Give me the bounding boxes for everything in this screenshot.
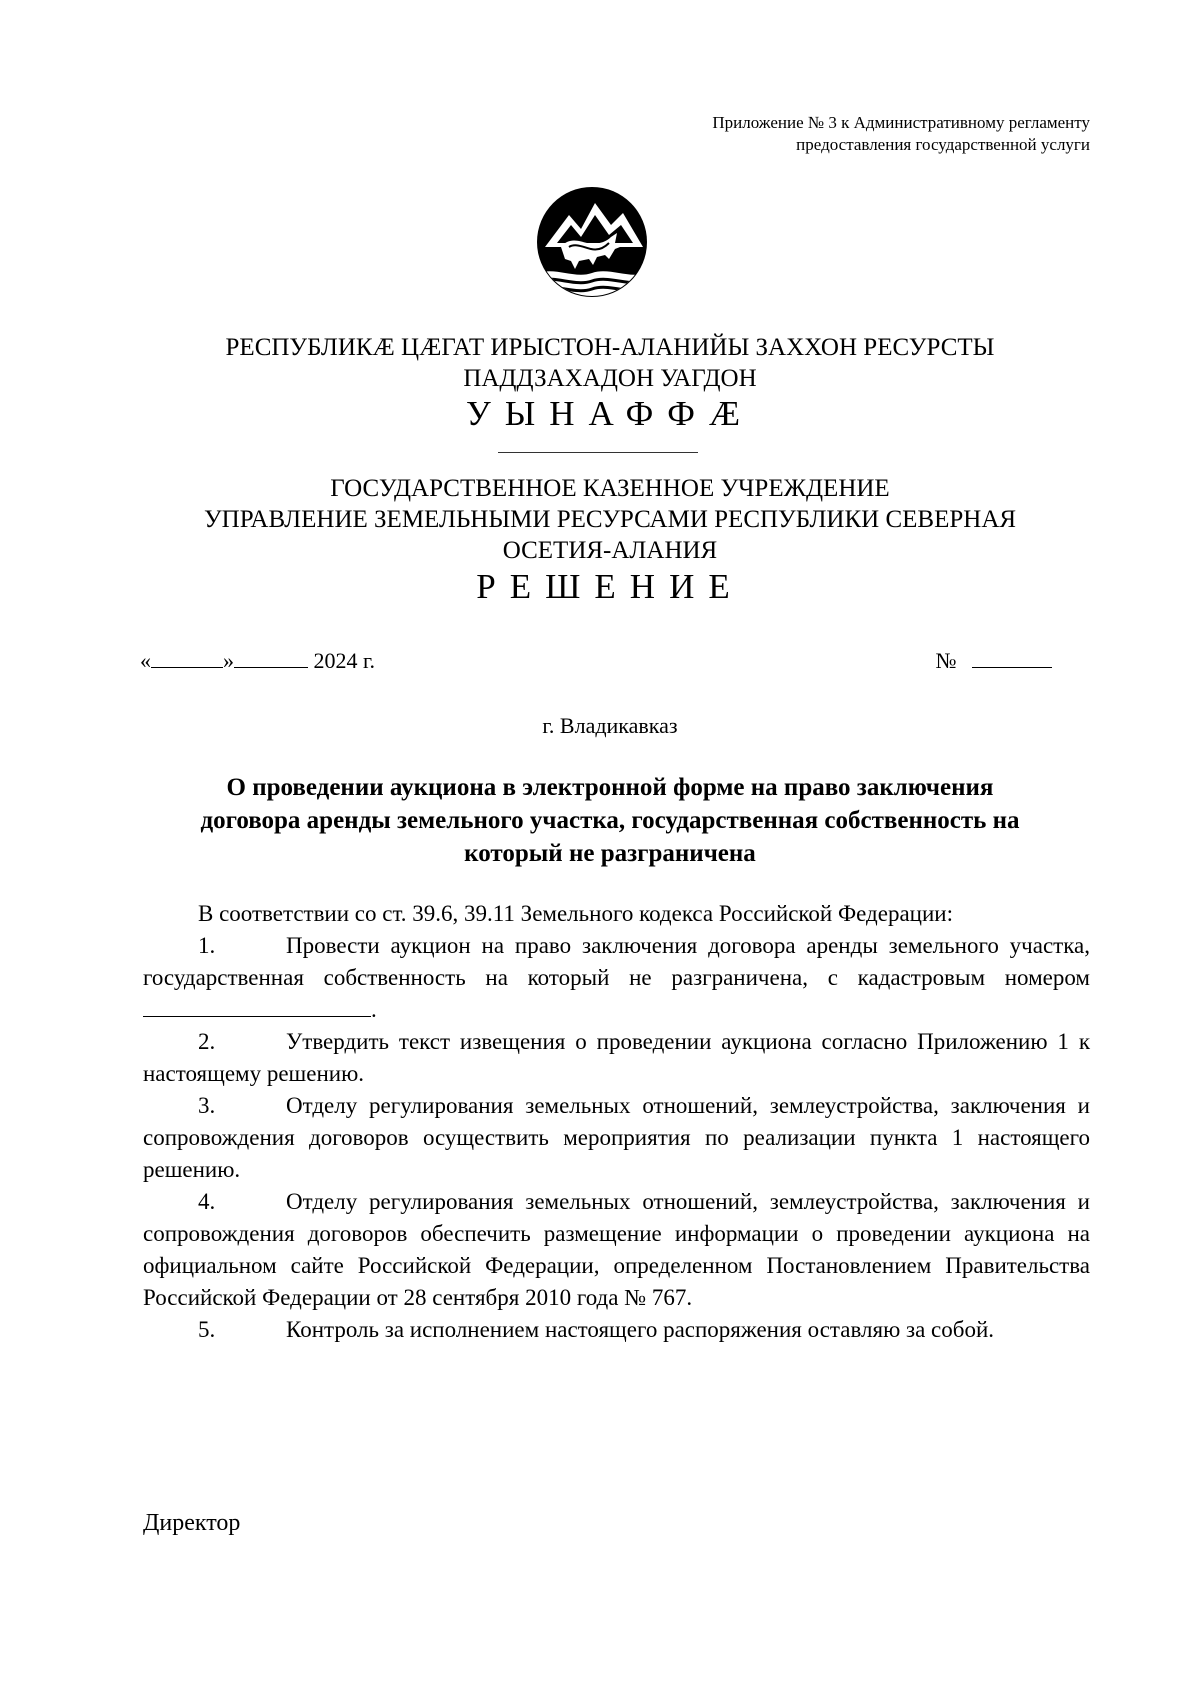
org-name-ossetian xyxy=(130,332,1090,394)
date-close-quote: » xyxy=(223,648,234,673)
org-ossetian-line-2: ПАДДЗАХАДОН УАГДОН xyxy=(463,365,757,392)
doc-type-ossetian: УЫНАФФӔ xyxy=(465,394,755,433)
number-blank xyxy=(972,649,1052,668)
org-ossetian-line-1: РЕСПУБЛИКӔ ЦӔГАТ ИРЫСТОН-АЛАНИЙЫ ЗАХХОН РЕСУРСТЫ xyxy=(225,334,995,361)
org-russian-line-1: ГОСУДАРСТВЕННОЕ КАЗЕННОЕ УЧРЕЖДЕНИЕ xyxy=(330,475,890,502)
number-label: № xyxy=(935,648,957,673)
day-blank xyxy=(151,649,223,668)
list-item xyxy=(143,1026,1090,1090)
doc-type-russian: РЕШЕНИЕ xyxy=(476,567,744,606)
title-line-3: который не разграничена xyxy=(464,840,756,867)
annex-line-1: Приложение № 3 к Административному регламенту xyxy=(712,113,1090,132)
list-item xyxy=(143,930,1090,1026)
item-text: Утвердить текст извещения о проведении аукциона согласно Приложению 1 к настоящему решению. xyxy=(143,1029,1090,1086)
list-item xyxy=(143,1186,1090,1314)
annex-line-2: предоставления государственной услуги xyxy=(796,135,1090,154)
item-number: 1. xyxy=(198,933,216,958)
date-open-quote: « xyxy=(140,648,151,673)
document-title xyxy=(130,771,1090,870)
item-number: 4. xyxy=(198,1189,216,1214)
annex-note xyxy=(712,112,1090,156)
month-blank xyxy=(234,649,308,668)
date-year: 2024 г. xyxy=(313,648,376,673)
org-name-russian xyxy=(130,473,1090,566)
item-text: Провести аукцион на право заключения договора аренды земельного участка, государственная собственность на который не разграничена, с кадастровым номером xyxy=(143,933,1090,990)
item-number: 2. xyxy=(198,1029,216,1054)
header-divider xyxy=(498,452,698,453)
item-text: Отделу регулирования земельных отношений, землеустройства, заключения и сопровождения договоров обеспечить размещение информации о проведении аукциона на официальном сайте Российской Федерации, определенном Постановлением Правительства Российской Федерации от 28 сентября 2010 года № 767. xyxy=(143,1189,1090,1310)
item-text: Контроль за исполнением настоящего распоряжения оставляю за собой. xyxy=(286,1317,995,1342)
signatory-position: Директор xyxy=(143,1510,241,1536)
item-tail: . xyxy=(371,997,377,1022)
title-line-1: О проведении аукциона в электронной форме на право заключения xyxy=(226,774,994,801)
city-line: г. Владикавказ xyxy=(542,713,678,738)
intro-paragraph: В соответствии со ст. 39.6, 39.11 Земельного кодекса Российской Федерации: xyxy=(198,901,953,926)
org-russian-line-3: ОСЕТИЯ-АЛАНИЯ xyxy=(502,537,718,564)
document-body xyxy=(143,898,1090,1346)
decision-date xyxy=(140,648,375,674)
list-item xyxy=(143,1314,1090,1346)
item-text: Отделу регулирования земельных отношений, землеустройства, заключения и сопровождения договоров осуществить мероприятия по реализации пункта 1 настоящего решению. xyxy=(143,1093,1090,1182)
coat-of-arms-icon xyxy=(535,185,649,299)
item-number: 5. xyxy=(198,1317,216,1342)
decision-number xyxy=(936,648,1053,674)
list-item xyxy=(143,1090,1090,1186)
item-number: 3. xyxy=(198,1093,216,1118)
cadastral-number-blank xyxy=(143,996,371,1017)
org-russian-line-2: УПРАВЛЕНИЕ ЗЕМЕЛЬНЫМИ РЕСУРСАМИ РЕСПУБЛИКИ СЕВЕРНАЯ xyxy=(203,506,1017,533)
title-line-2: договора аренды земельного участка, государственная собственность на xyxy=(200,807,1020,834)
